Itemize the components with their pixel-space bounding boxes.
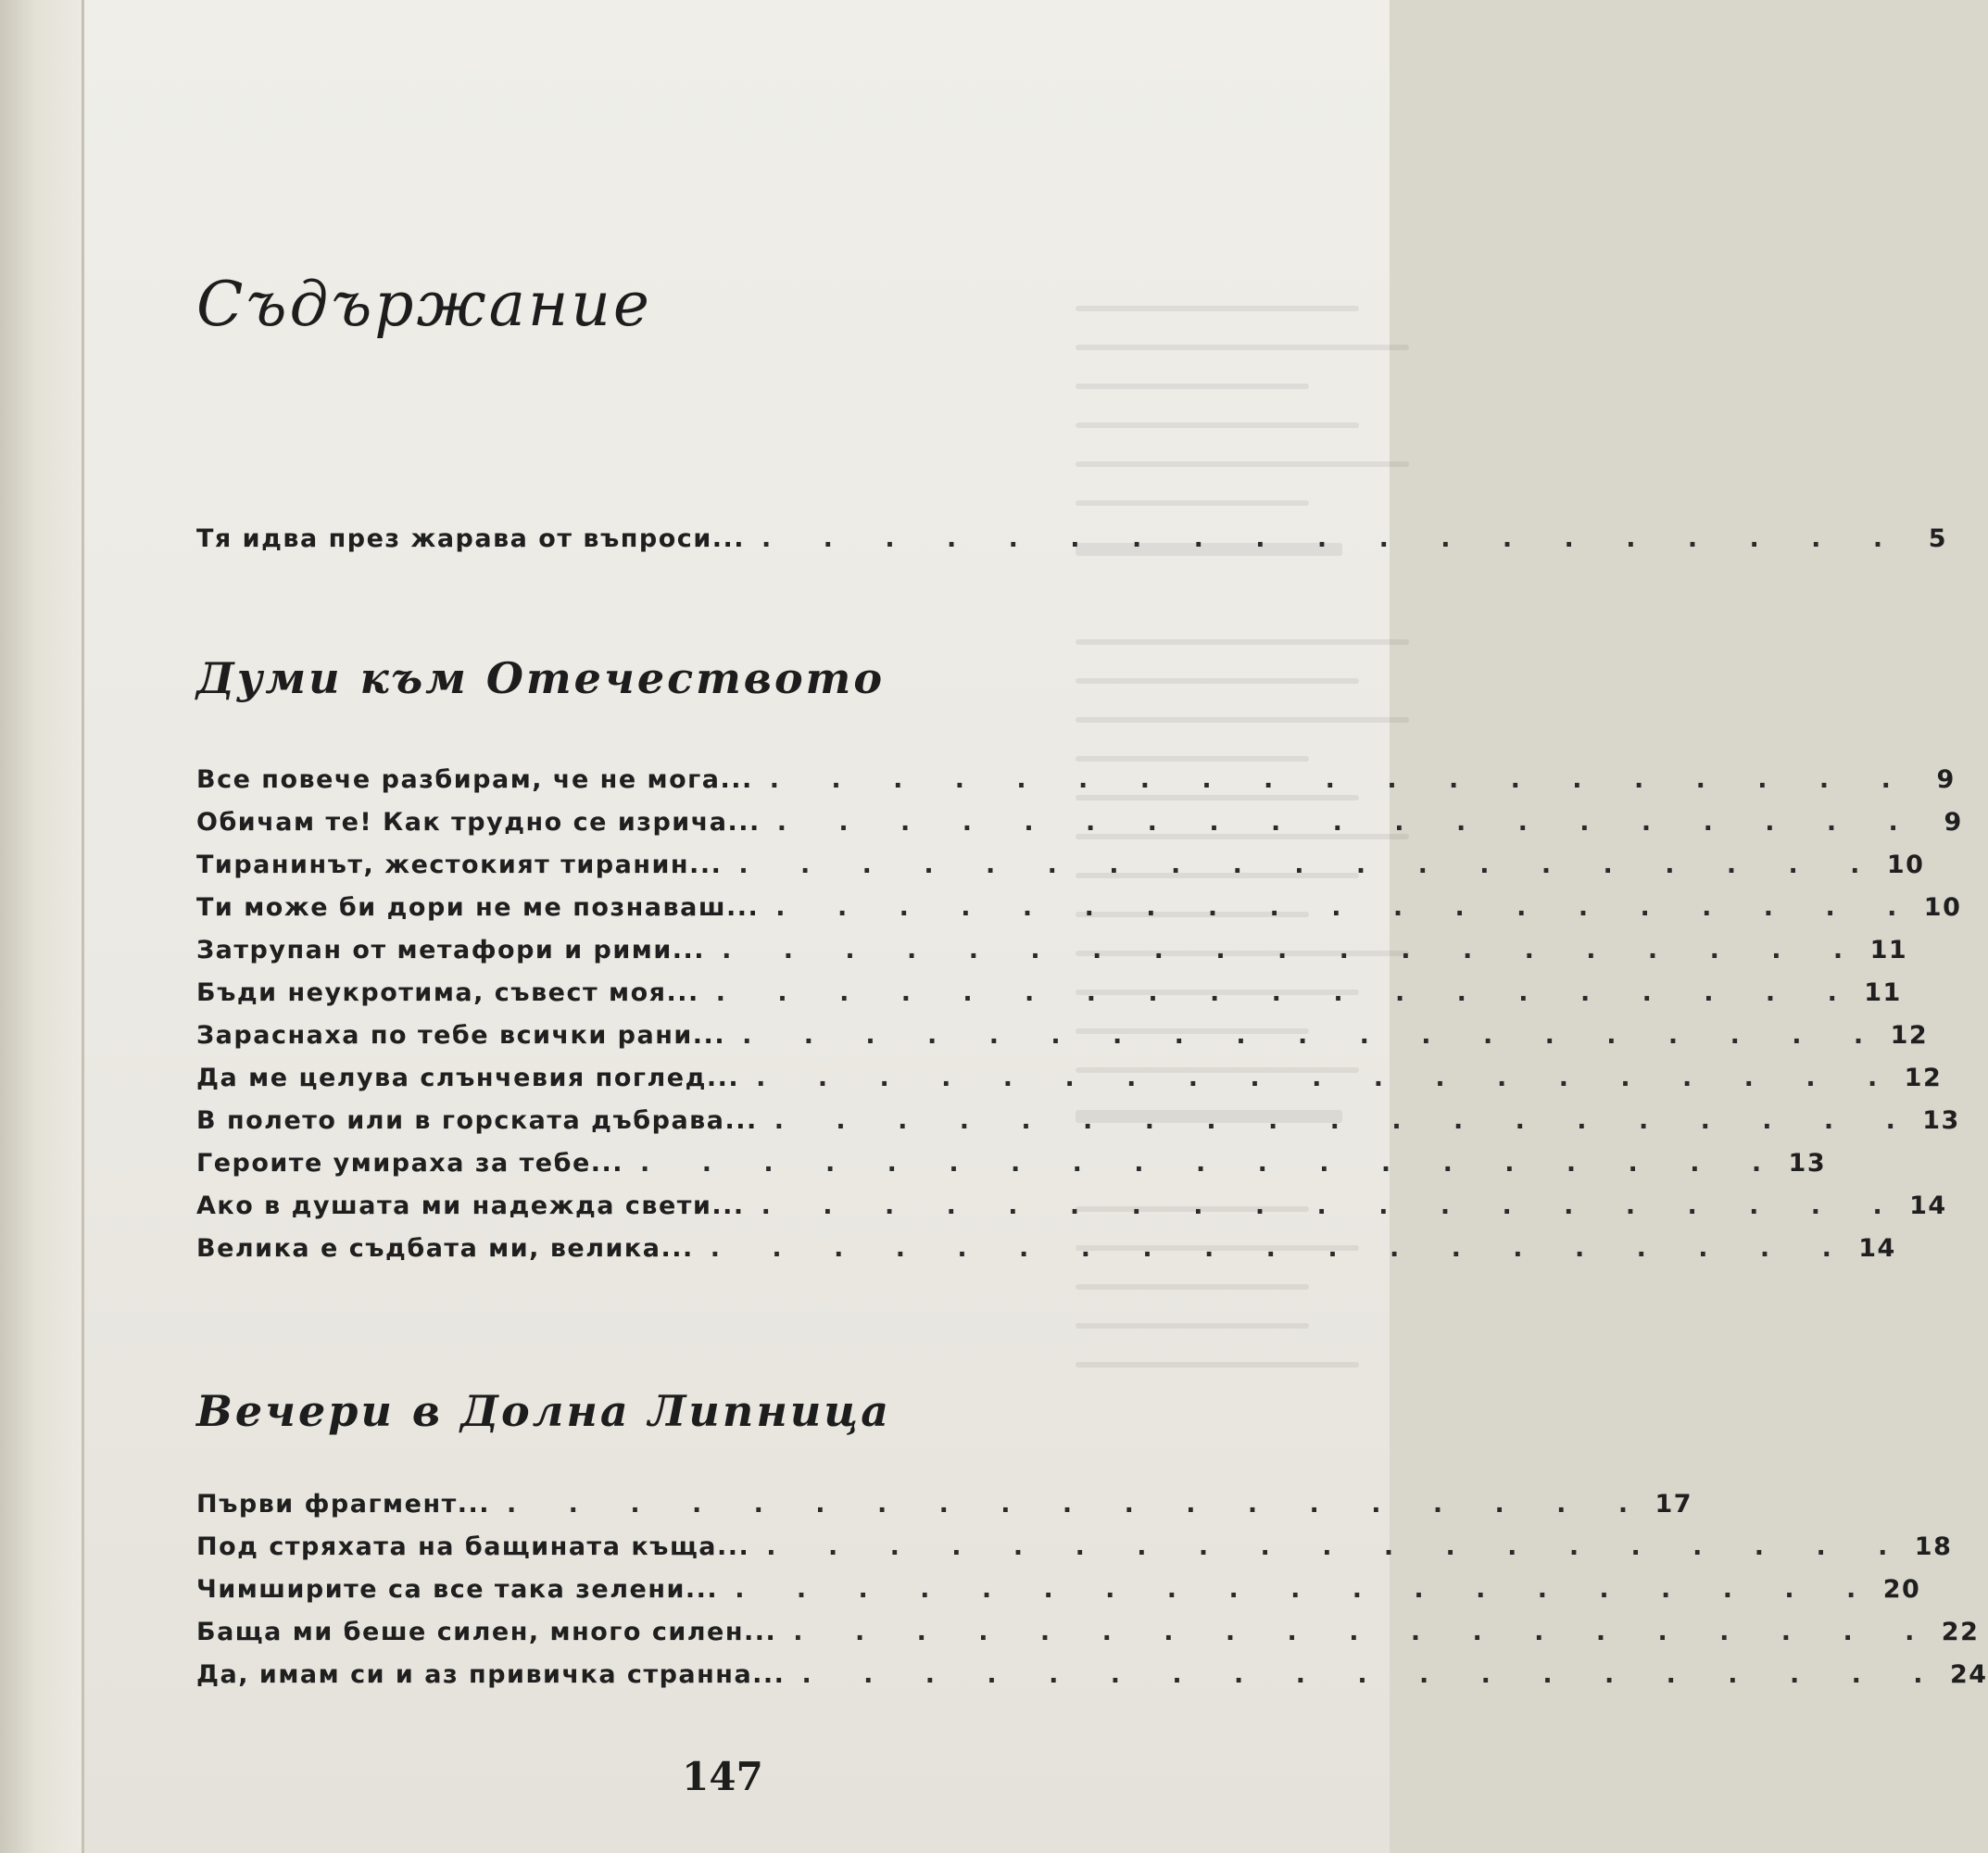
toc-entry <box>196 808 1963 851</box>
toc-entry <box>196 1064 1943 1106</box>
toc-entry <box>196 851 1925 893</box>
toc-entry-page: 11 <box>1864 978 1902 1007</box>
toc-entry-title: Велика е съдбата ми, велика... <box>196 1234 694 1263</box>
toc-entry-page: 14 <box>1909 1191 1947 1220</box>
toc-entry-page: 5 <box>1928 524 1948 553</box>
toc-entry <box>196 524 1948 567</box>
toc-entry <box>196 1618 1980 1660</box>
dot-leader <box>749 1532 1887 1561</box>
toc-entry-title: Все повече разбирам, че не мога... <box>196 765 753 794</box>
toc-entry-title: Под стряхата на бащината къща... <box>196 1532 750 1561</box>
intro-entries <box>196 524 1948 567</box>
page-number: 147 <box>682 1754 763 1799</box>
toc-entry-page: 13 <box>1922 1106 1960 1135</box>
toc-entry-page: 9 <box>1936 765 1956 794</box>
toc-entry-page: 13 <box>1788 1149 1827 1178</box>
toc-entry-title: Да, имам си и аз привичка странна... <box>196 1660 786 1689</box>
toc-entry-page: 10 <box>1923 893 1962 922</box>
toc-entry <box>196 1234 1896 1277</box>
dot-leader <box>722 851 1859 879</box>
dot-leader <box>490 1490 1628 1519</box>
section-title: Вечери в Долна Липница <box>196 1386 892 1436</box>
dot-leader <box>776 1618 1914 1646</box>
dot-leader <box>694 1234 1831 1263</box>
toc-entry-title: Първи фрагмент... <box>196 1490 491 1519</box>
toc-entry <box>196 1532 1953 1575</box>
dot-leader <box>705 936 1843 964</box>
toc-entry-page: 11 <box>1869 936 1908 964</box>
toc-entry-page: 12 <box>1904 1064 1943 1092</box>
dot-leader <box>745 1191 1882 1220</box>
toc-entry-page: 9 <box>1944 808 1963 837</box>
toc-entry-title: Бъди неукротима, съвест моя... <box>196 978 699 1007</box>
dot-leader <box>725 1021 1863 1050</box>
section-entries <box>196 765 1963 1277</box>
toc-entry <box>196 1191 1947 1234</box>
toc-entry <box>196 765 1956 808</box>
dot-leader <box>745 524 1882 553</box>
section-entries <box>196 1490 1988 1703</box>
dot-leader <box>759 893 1896 922</box>
dot-leader <box>739 1064 1877 1092</box>
toc-entry-page: 12 <box>1890 1021 1929 1050</box>
section-title: Думи към Отечеството <box>196 653 886 703</box>
dot-leader <box>753 765 1891 794</box>
toc-entry <box>196 1106 1960 1149</box>
dot-leader <box>699 978 1837 1007</box>
toc-entry <box>196 1575 1921 1618</box>
dot-leader <box>623 1149 1761 1178</box>
toc-entry-title: В полето или в горската дъбрава... <box>196 1106 758 1135</box>
toc-entry-page: 24 <box>1949 1660 1988 1689</box>
toc-entry <box>196 1660 1988 1703</box>
toc-entry-title: Затрупан от метафори и рими... <box>196 936 706 964</box>
toc-entry <box>196 893 1962 936</box>
toc-entry-title: Зараснаха по тебе всички рани... <box>196 1021 726 1050</box>
toc-entry-page: 14 <box>1858 1234 1896 1263</box>
toc-entry-page: 20 <box>1882 1575 1921 1604</box>
dot-leader <box>758 1106 1895 1135</box>
toc-entry-title: Тиранинът, жестокият тиранин... <box>196 851 723 879</box>
toc-entry <box>196 936 1908 978</box>
toc-entry <box>196 1149 1827 1191</box>
toc-entry-page: 10 <box>1886 851 1925 879</box>
toc-title: Съдържание <box>196 269 652 340</box>
toc-entry-title: Да ме целува слънчевия поглед... <box>196 1064 740 1092</box>
dot-leader <box>761 808 1898 837</box>
toc-entry-title: Чимширите са все така зелени... <box>196 1575 719 1604</box>
toc-entry-page: 22 <box>1941 1618 1980 1646</box>
toc-entry-title: Тя идва през жарава от въпроси... <box>196 524 746 553</box>
toc-entry-title: Обичам те! Как трудно се изрича... <box>196 808 761 837</box>
toc-entry <box>196 1490 1693 1532</box>
toc-entry-page: 17 <box>1655 1490 1693 1519</box>
toc-entry-title: Ти може би дори не ме познаваш... <box>196 893 760 922</box>
toc-entry-title: Героите умираха за тебе... <box>196 1149 624 1178</box>
toc-entry-page: 18 <box>1914 1532 1953 1561</box>
toc-entry <box>196 1021 1929 1064</box>
toc-entry <box>196 978 1902 1021</box>
dot-leader <box>785 1660 1922 1689</box>
toc-entry-title: Ако в душата ми надежда свети... <box>196 1191 745 1220</box>
toc-entry-title: Баща ми беше силен, много силен... <box>196 1618 777 1646</box>
dot-leader <box>718 1575 1856 1604</box>
